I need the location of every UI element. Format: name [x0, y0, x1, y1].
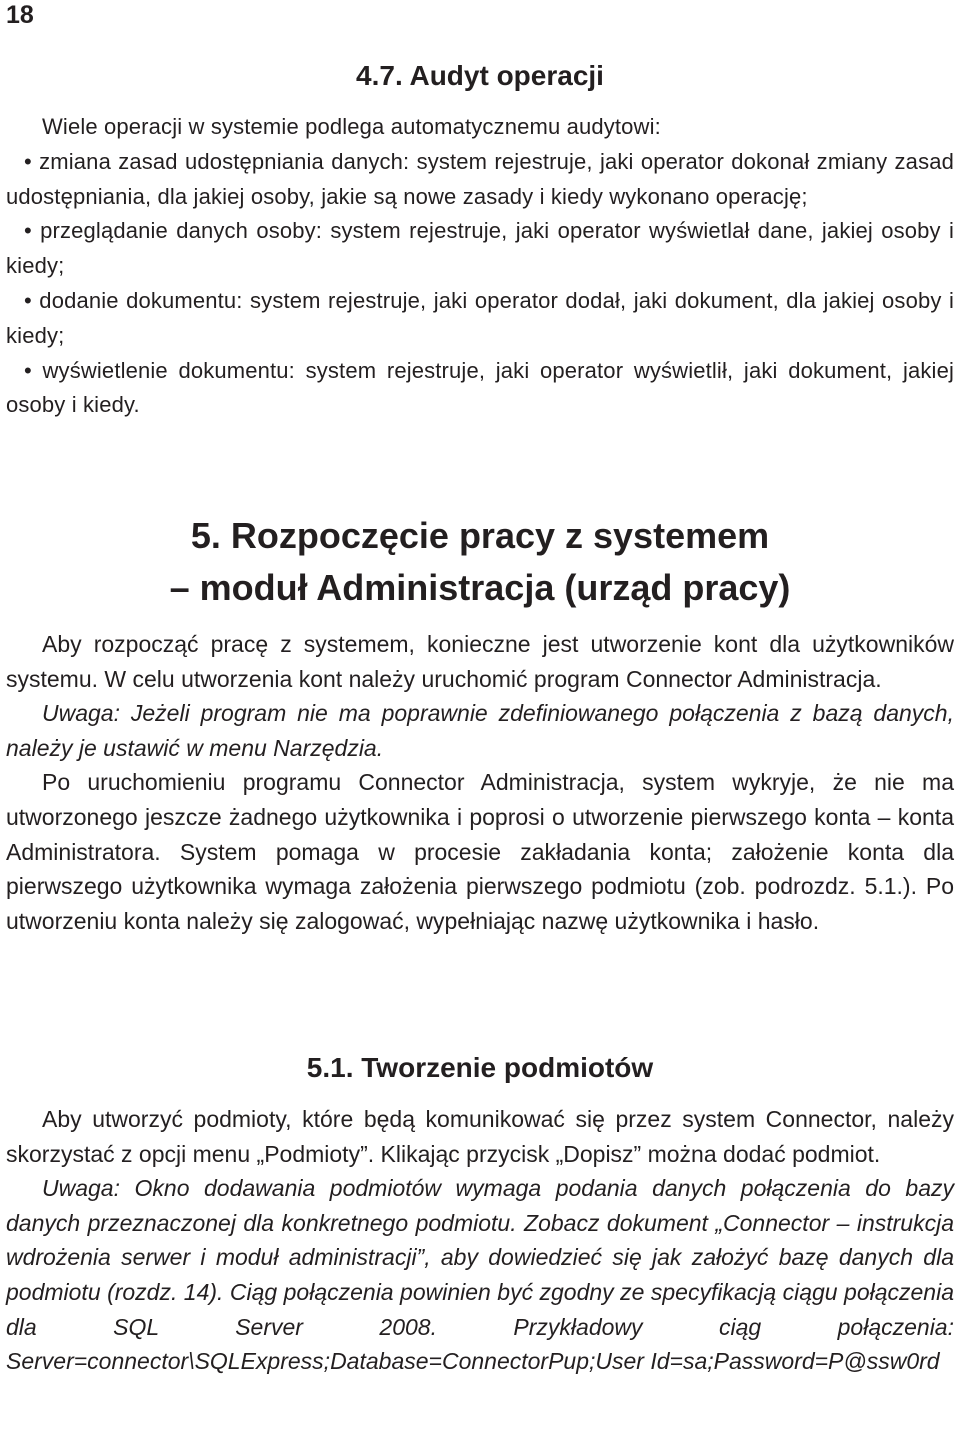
section-heading-4-7: 4.7. Audyt operacji [356, 60, 604, 91]
audit-bullet-adding: • dodanie dokumentu: system rejestruje, jaki operator dodał, jaki dokument, dla jakiej osoby i kiedy; [6, 287, 954, 348]
start-note: Uwaga: Jeżeli program nie ma poprawnie zdefiniowanego połączenia z bazą danych, należy je ustawić w menu Narzędzia. [6, 700, 954, 761]
start-section-body [6, 627, 954, 938]
audit-section-body [6, 110, 954, 423]
audit-bullet-viewing: • przeglądanie danych osoby: system rejestruje, jaki operator wyświetlał dane, jakiej osoby i kiedy; [6, 218, 954, 279]
start-paragraph-2: Po uruchomieniu programu Connector Administracja, system wykryje, że nie ma utworzonego jeszcze żadnego użytkownika i poprosi o utworzenie pierwszego konta – konta Administratora. System pomaga w procesie zakładania konta; założenie konta dla pierwszego użytkownika wymaga założenia pierwszego podmiotu (zob. podrozdz. 5.1.). Po utworzeniu konta należy się zalogować, wypełniając nazwę użytkownika i hasło. [6, 769, 954, 934]
audit-intro: Wiele operacji w systemie podlega automatycznemu audytowi: [42, 114, 661, 139]
page-number: 18 [6, 1, 34, 29]
entities-paragraph-1: Aby utworzyć podmioty, które będą komunikować się przez system Connector, należy skorzystać z opcji menu „Podmioty”. Klikając przycisk „Dopisz” można dodać podmiot. [6, 1106, 954, 1167]
entities-note: Uwaga: Okno dodawania podmiotów wymaga podania danych połączenia do bazy danych przeznaczonej dla konkretnego podmiotu. Zobacz dokument „Connector – instrukcja wdrożenia serwer i moduł administracji”, aby dowiedzieć się jak założyć bazę danych dla podmiotu (rozdz. 14). Ciąg połączenia powinien być zgodny ze specyfikacją ciągu połączenia dla SQL Server 2008. Przykładowy ciąg połączenia: Server=connector\SQLExpress;Database=ConnectorPup;User Id=sa;Password=P@ssw0rd [6, 1175, 954, 1375]
entities-section-body [6, 1102, 954, 1379]
chapter-heading-line-1: 5. Rozpoczęcie pracy z systemem [190, 515, 770, 556]
audit-bullet-sharing: • zmiana zasad udostępniania danych: system rejestruje, jaki operator dokonał zmiany zasad udostępniania, dla jakiej osoby, jakie są nowe zasady i kiedy wykonano operację; [6, 148, 954, 209]
audit-bullet-displaying: • wyświetlenie dokumentu: system rejestruje, jaki operator wyświetlił, jaki dokument, jakiej osoby i kiedy. [6, 357, 954, 418]
chapter-heading-5 [0, 510, 960, 614]
start-paragraph-1: Aby rozpocząć pracę z systemem, konieczne jest utworzenie kont dla użytkowników systemu. W celu utworzenia kont należy uruchomić program Connector Administracja. [6, 631, 954, 692]
chapter-heading-line-2: – moduł Administracja (urząd pracy) [169, 567, 791, 608]
section-heading-5-1: 5.1. Tworzenie podmiotów [306, 1052, 654, 1083]
